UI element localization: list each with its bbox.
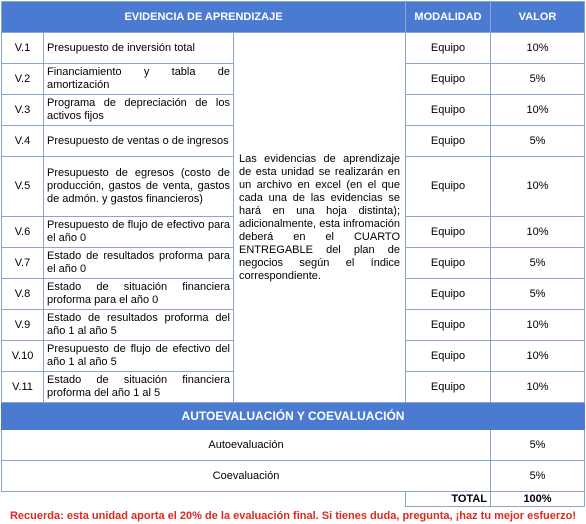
row-description: Estado de situación financiera proforma para el año 0 bbox=[44, 279, 234, 310]
row-value: 10% bbox=[491, 310, 585, 341]
row-modality: Equipo bbox=[406, 341, 491, 372]
row-value: 10% bbox=[491, 157, 585, 217]
header-row bbox=[2, 2, 585, 33]
assessment-label: Autoevaluación bbox=[2, 430, 491, 461]
row-description: Estado de resultados proforma para el año 0 bbox=[44, 248, 234, 279]
row-code: V.4 bbox=[2, 126, 44, 157]
row-value: 10% bbox=[491, 95, 585, 126]
total-value: 100% bbox=[491, 492, 585, 507]
assessment-label: Coevaluación bbox=[2, 461, 491, 492]
row-code: V.3 bbox=[2, 95, 44, 126]
assessment-row bbox=[2, 430, 585, 461]
assessment-value: 5% bbox=[491, 430, 585, 461]
row-modality: Equipo bbox=[406, 372, 491, 403]
row-modality: Equipo bbox=[406, 157, 491, 217]
table-row bbox=[2, 33, 585, 64]
row-code: V.8 bbox=[2, 279, 44, 310]
row-code: V.10 bbox=[2, 341, 44, 372]
auto-section-title: AUTOEVALUACIÓN Y COEVALUACIÓN bbox=[2, 403, 585, 430]
row-code: V.11 bbox=[2, 372, 44, 403]
row-modality: Equipo bbox=[406, 248, 491, 279]
row-value: 10% bbox=[491, 372, 585, 403]
evidence-table bbox=[1, 1, 585, 507]
row-code: V.1 bbox=[2, 33, 44, 64]
row-modality: Equipo bbox=[406, 279, 491, 310]
row-code: V.9 bbox=[2, 310, 44, 341]
row-description: Presupuesto de egresos (costo de producción, gastos de venta, gastos de admón. y gastos financieros) bbox=[44, 157, 234, 217]
header-modality: MODALIDAD bbox=[406, 2, 491, 33]
evidence-notes: Las evidencias de aprendizaje de esta unidad se realizarán en un archivo en excel (en el que cada una de las evidencias se hará en una hoja distinta); adicionalmente, esta infromación deberá en el CUARTO ENTREGABLE del plan de negocios según el índice correspondiente. bbox=[234, 33, 406, 403]
row-description: Estado de resultados proforma del año 1 al año 5 bbox=[44, 310, 234, 341]
row-description: Financiamiento y tabla de amortización bbox=[44, 64, 234, 95]
section-header-row bbox=[2, 403, 585, 430]
assessment-value: 5% bbox=[491, 461, 585, 492]
row-modality: Equipo bbox=[406, 217, 491, 248]
row-modality: Equipo bbox=[406, 310, 491, 341]
total-row bbox=[2, 492, 585, 507]
assessment-row bbox=[2, 461, 585, 492]
row-code: V.7 bbox=[2, 248, 44, 279]
row-value: 5% bbox=[491, 64, 585, 95]
row-description: Presupuesto de flujo de efectivo del año 1 al año 5 bbox=[44, 341, 234, 372]
row-description: Presupuesto de ventas o de ingresos bbox=[44, 126, 234, 157]
row-modality: Equipo bbox=[406, 64, 491, 95]
row-code: V.6 bbox=[2, 217, 44, 248]
row-modality: Equipo bbox=[406, 95, 491, 126]
row-description: Presupuesto de flujo de efectivo para el año 0 bbox=[44, 217, 234, 248]
row-value: 10% bbox=[491, 217, 585, 248]
row-modality: Equipo bbox=[406, 33, 491, 64]
row-value: 10% bbox=[491, 341, 585, 372]
row-value: 5% bbox=[491, 248, 585, 279]
row-value: 5% bbox=[491, 126, 585, 157]
row-value: 5% bbox=[491, 279, 585, 310]
row-description: Estado de situación financiera proforma del año 1 al 5 bbox=[44, 372, 234, 403]
row-code: V.2 bbox=[2, 64, 44, 95]
reminder-note: Recuerda: esta unidad aporta el 20% de la evaluación final. Si tienes duda, pregunta, ¡haz tu mejor esfuerzo! bbox=[9, 510, 577, 522]
total-label: TOTAL bbox=[406, 492, 491, 507]
row-modality: Equipo bbox=[406, 126, 491, 157]
row-description: Presupuesto de inversión total bbox=[44, 33, 234, 64]
header-evidence: EVIDENCIA DE APRENDIZAJE bbox=[2, 2, 406, 33]
row-value: 10% bbox=[491, 33, 585, 64]
row-description: Programa de depreciación de los activos fijos bbox=[44, 95, 234, 126]
header-value: VALOR bbox=[491, 2, 585, 33]
row-code: V.5 bbox=[2, 157, 44, 217]
